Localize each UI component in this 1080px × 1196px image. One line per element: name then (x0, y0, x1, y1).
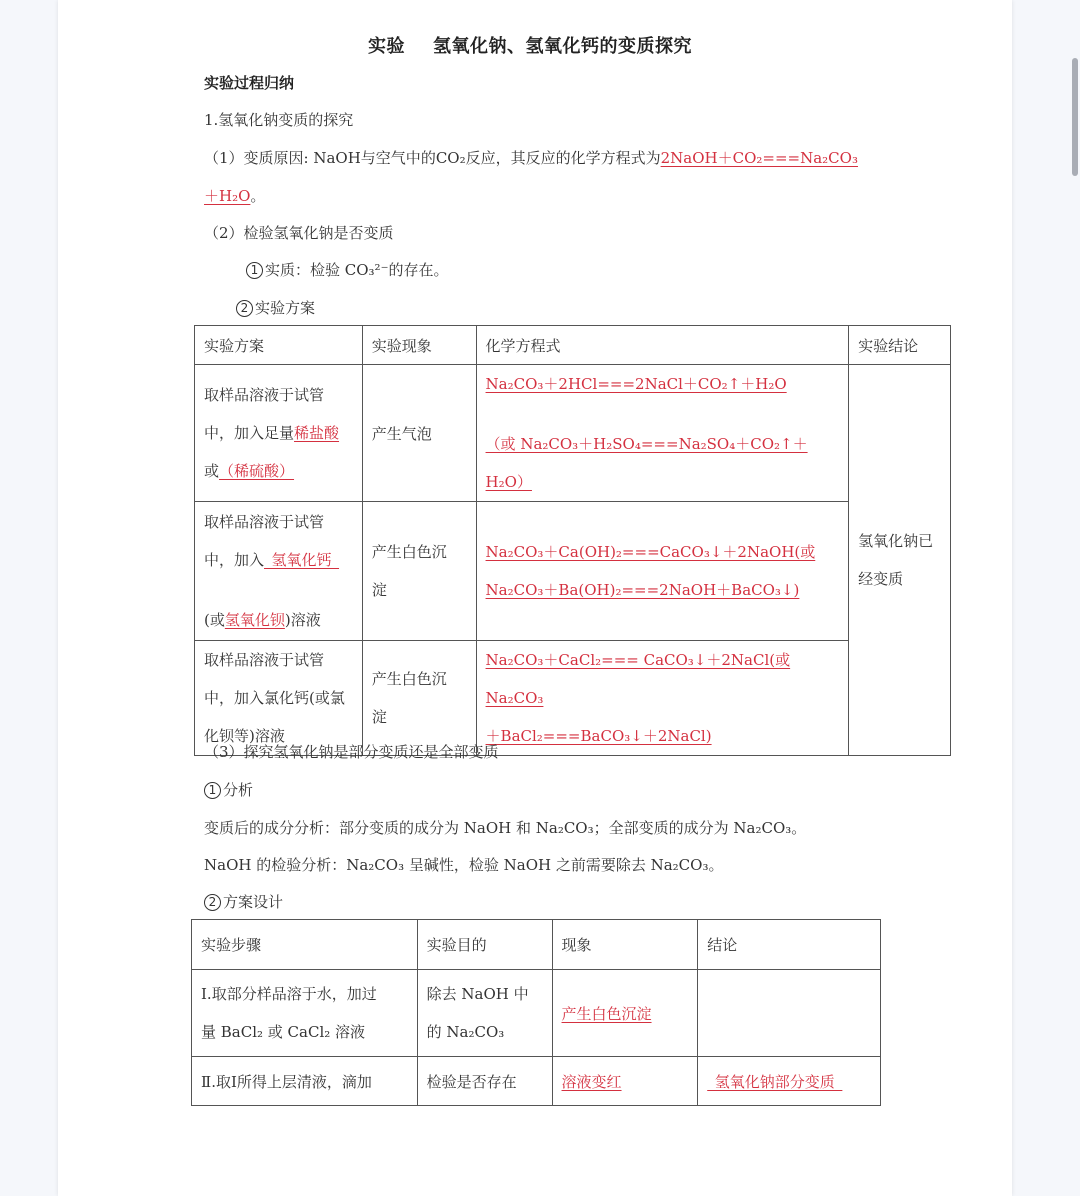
step-cell: Ⅱ.取Ⅰ所得上层清液，滴加 (192, 1057, 418, 1106)
phenomenon-cell: 产生白色沉 淀 (362, 641, 476, 756)
header-equation: 化学方程式 (476, 326, 849, 365)
header-purpose: 实验目的 (417, 920, 552, 970)
circled-number-icon: 2 (236, 300, 253, 317)
paragraph-cause: （1）变质原因: NaOH与空气中的CO₂反应，其反应的化学方程式为2NaOH＋CO₂===Na₂CO₃ (204, 149, 858, 167)
table-row (195, 641, 951, 756)
section-heading: 实验过程归纳 (204, 74, 295, 92)
document-page (58, 0, 1012, 1196)
conclusion-cell (698, 970, 881, 1057)
equation-cell: Na₂CO₃＋CaCl₂=== CaCO₃↓＋2NaCl(或 Na₂CO₃ ＋BaCl₂===BaCO₃↓＋2NaCl) (476, 641, 849, 756)
paragraph-essence: 1 实质：检验 CO₃²⁻的存在。 (246, 259, 449, 280)
answer-blank: 氢氧化钡 (224, 611, 285, 629)
conclusion-cell: _氢氧化钠部分变质_ (698, 1057, 881, 1106)
answer-equation-part1: 2NaOH＋CO₂===Na₂CO₃ (660, 149, 858, 167)
title-prefix: 实验 (368, 36, 405, 57)
header-plan: 实验方案 (195, 326, 363, 365)
equation-cell: Na₂CO₃＋Ca(OH)₂===CaCO₃↓＋2NaOH(或 Na₂CO₃＋Ba(OH)₂===2NaOH＋BaCO₃↓) (476, 502, 849, 641)
equation-cell: Na₂CO₃＋2HCl===2NaCl＋CO₂↑＋H₂O （或 Na₂CO₃＋H₂SO₄===Na₂SO₄＋CO₂↑＋H₂O） (476, 365, 849, 502)
plan-cell: 取样品溶液于试管 中，加入足量稀盐酸 或（稀硫酸） (195, 365, 363, 502)
conclusion-cell: 氢氧化钠已 经变质 (849, 365, 951, 756)
paragraph-cause-cont: ＋H₂O。 (204, 187, 266, 205)
paragraph-naoh-test: NaOH 的检验分析：Na₂CO₃ 呈碱性，检验 NaOH 之前需要除去 Na₂CO₃。 (204, 856, 724, 874)
answer-blank: _氢氧化钙_ (264, 551, 340, 569)
table-row (192, 970, 881, 1057)
header-phenomenon: 实验现象 (362, 326, 476, 365)
circled-number-icon: 1 (246, 262, 263, 279)
paragraph-plan: 2 实验方案 (236, 297, 315, 318)
page-title (368, 32, 692, 58)
paragraph-analysis: 1 分析 (204, 779, 253, 800)
table-header-row (195, 326, 951, 365)
phenomenon-cell: 产生白色沉淀 (552, 970, 698, 1057)
answer-equation-part2: ＋H₂O (204, 187, 251, 205)
circled-number-icon: 2 (204, 894, 221, 911)
step-cell: Ⅰ.取部分样品溶于水，加过 量 BaCl₂ 或 CaCl₂ 溶液 (192, 970, 418, 1057)
phenomenon-cell: 溶液变红 (552, 1057, 698, 1106)
answer-blank: （稀硫酸） (219, 462, 295, 480)
phenomenon-cell: 产生气泡 (362, 365, 476, 502)
plan-design-table (191, 919, 881, 1106)
paragraph-composition: 变质后的成分分析：部分变质的成分为 NaOH 和 Na₂CO₃；全部变质的成分为 Na₂CO₃。 (204, 819, 807, 837)
table-row (195, 365, 951, 502)
paragraph-design: 2 方案设计 (204, 891, 283, 912)
table-row (192, 1057, 881, 1106)
paragraph-check: （2）检验氢氧化钠是否变质 (204, 224, 394, 242)
purpose-cell: 除去 NaOH 中 的 Na₂CO₃ (417, 970, 552, 1057)
experiment-plan-table (194, 325, 951, 756)
circled-number-icon: 1 (204, 782, 221, 799)
subsection-1-heading: 1.氢氧化钠变质的探究 (204, 111, 354, 129)
purpose-cell: 检验是否存在 (417, 1057, 552, 1106)
title-text: 氢氧化钠、氢氧化钙的变质探究 (433, 36, 692, 57)
header-phenomenon: 现象 (552, 920, 698, 970)
answer-blank: 稀盐酸 (294, 424, 340, 442)
header-conclusion: 实验结论 (849, 326, 951, 365)
table-row (195, 502, 951, 641)
header-conclusion: 结论 (698, 920, 881, 970)
plan-cell: 取样品溶液于试管 中，加入氯化钙(或氯 化钡等)溶液 (195, 641, 363, 756)
scrollbar-thumb[interactable] (1072, 58, 1078, 176)
header-step: 实验步骤 (192, 920, 418, 970)
vertical-scrollbar[interactable] (1068, 0, 1080, 1196)
table-header-row (192, 920, 881, 970)
phenomenon-cell: 产生白色沉 淀 (362, 502, 476, 641)
paragraph-partial-or-full: （3）探究氢氧化钠是部分变质还是全部变质 (204, 743, 499, 761)
plan-cell: 取样品溶液于试管 中，加入_氢氧化钙_ (或氢氧化钡)溶液 (195, 502, 363, 641)
